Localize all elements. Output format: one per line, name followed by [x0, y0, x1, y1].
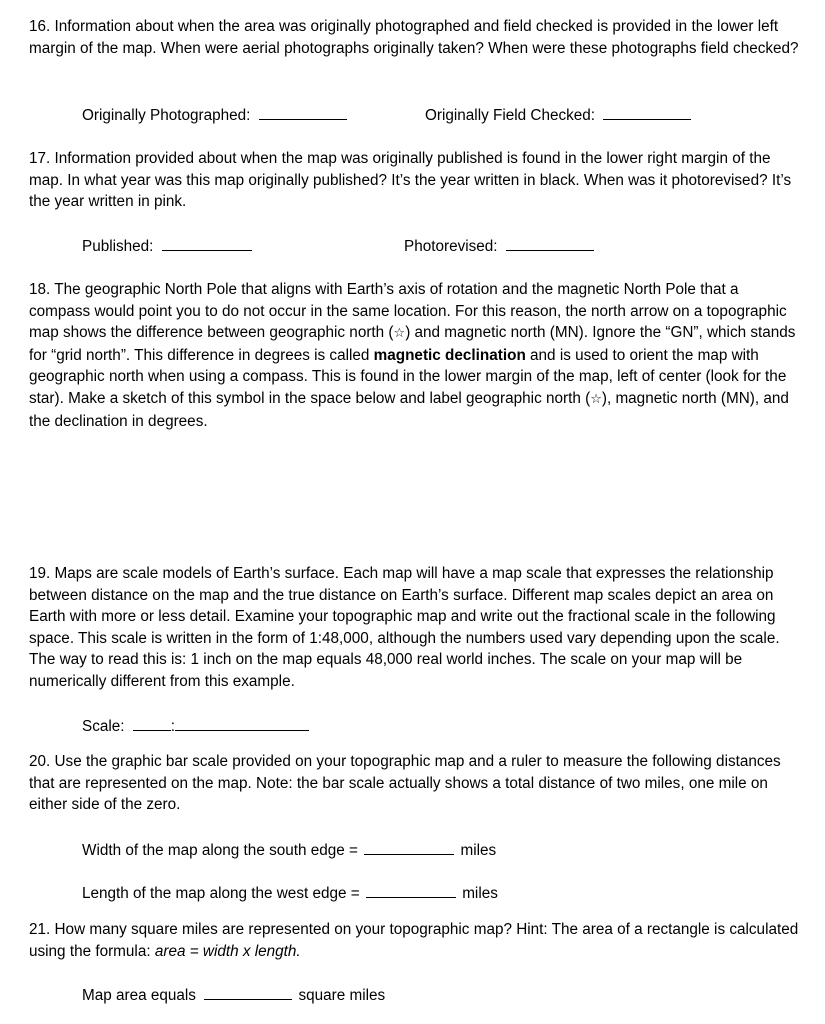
star-icon: ☆: [590, 391, 602, 407]
scale-label: Scale:: [82, 718, 125, 735]
published-row: [82, 235, 252, 258]
q18-text-1: 18. The geographic North Pole that aligns with Earth’s axis of rotation and the magnetic North Pole that a compass would point you to do not occur in the same location. For this reason, the north arrow on a topographic map shows the difference between geographic north (: [29, 281, 787, 342]
area-row: [82, 984, 385, 1007]
question-16: 16. Information about when the area was originally photographed and field checked is provided in the lower left margin of the map. When were aerial photographs originally taken? When were these photographs field checked?: [29, 18, 799, 57]
area-unit: square miles: [298, 987, 386, 1004]
area-label: Map area equals: [82, 987, 196, 1004]
width-unit: miles: [460, 842, 497, 859]
photorevised-row: [404, 235, 594, 258]
length-row: [82, 882, 498, 905]
field-checked-label: Originally Field Checked:: [425, 107, 596, 124]
magnetic-declination-term: magnetic declination: [373, 346, 526, 364]
scale-denominator-blank[interactable]: [175, 715, 309, 731]
photorevised-label: Photorevised:: [404, 238, 498, 255]
q21-text: 21. How many square miles are represented on your topographic map? Hint: The area of a rectangle is calculated using the formula:: [29, 921, 799, 960]
field-checked-blank[interactable]: [603, 104, 691, 120]
photographed-row: [82, 104, 347, 127]
published-label: Published:: [82, 238, 154, 255]
length-label: Length of the map along the west edge =: [82, 885, 360, 902]
star-icon: ☆: [393, 326, 406, 342]
question-21: [29, 919, 799, 962]
scale-numerator-blank[interactable]: [133, 715, 171, 731]
question-18: [29, 279, 799, 432]
q18-text-2: ) and magnetic north (MN). Ignore the “GN”, which stands for “grid north”. This difference in degrees is called: [29, 324, 796, 364]
question-17: 17. Information provided about when the map was originally published is found in the lower right margin of the map. In what year was this map originally published? It’s the year written in black. When was it photorevised? It’s the year written in pink.: [29, 150, 792, 211]
q18-text-3: and is used to orient the map with geographic north when using a compass. This is found in the lower margin of the map, left of center (look for the star). Make a sketch of this symbol in the space below and label geographic north (: [29, 346, 787, 407]
width-row: [82, 839, 496, 862]
q18-text-4: ), magnetic north (MN), and the declination in degrees.: [29, 389, 789, 430]
scale-row: [82, 715, 309, 738]
question-20: 20. Use the graphic bar scale provided on your topographic map and a ruler to measure the following distances that are represented on the map. Note: the bar scale actually shows a total distance of two miles, one mile on either side of the zero.: [29, 753, 781, 814]
photographed-blank[interactable]: [259, 104, 347, 120]
scale-colon: :: [170, 718, 176, 735]
width-blank[interactable]: [364, 839, 454, 855]
area-formula: area = width x length.: [154, 942, 301, 960]
width-label: Width of the map along the south edge =: [82, 842, 358, 859]
length-unit: miles: [462, 885, 498, 902]
field-checked-row: [425, 104, 691, 127]
photorevised-blank[interactable]: [506, 235, 594, 251]
length-blank[interactable]: [366, 882, 456, 898]
photographed-label: Originally Photographed:: [82, 107, 251, 124]
sketch-area[interactable]: [29, 440, 799, 550]
question-19: 19. Maps are scale models of Earth’s surface. Each map will have a map scale that expresses the relationship between distance on the map and the true distance on Earth’s surface. Different map scales depict an area on Earth with more or less detail. Examine your topographic map and write out the fractional scale in the following space. This scale is written in the form of 1:48,000, although the numbers used vary depending upon the scale. The way to read this is: 1 inch on the map equals 48,000 real world inches. The scale on your map will be numerically different from this example.: [29, 565, 780, 690]
published-blank[interactable]: [162, 235, 252, 251]
area-blank[interactable]: [204, 984, 292, 1000]
